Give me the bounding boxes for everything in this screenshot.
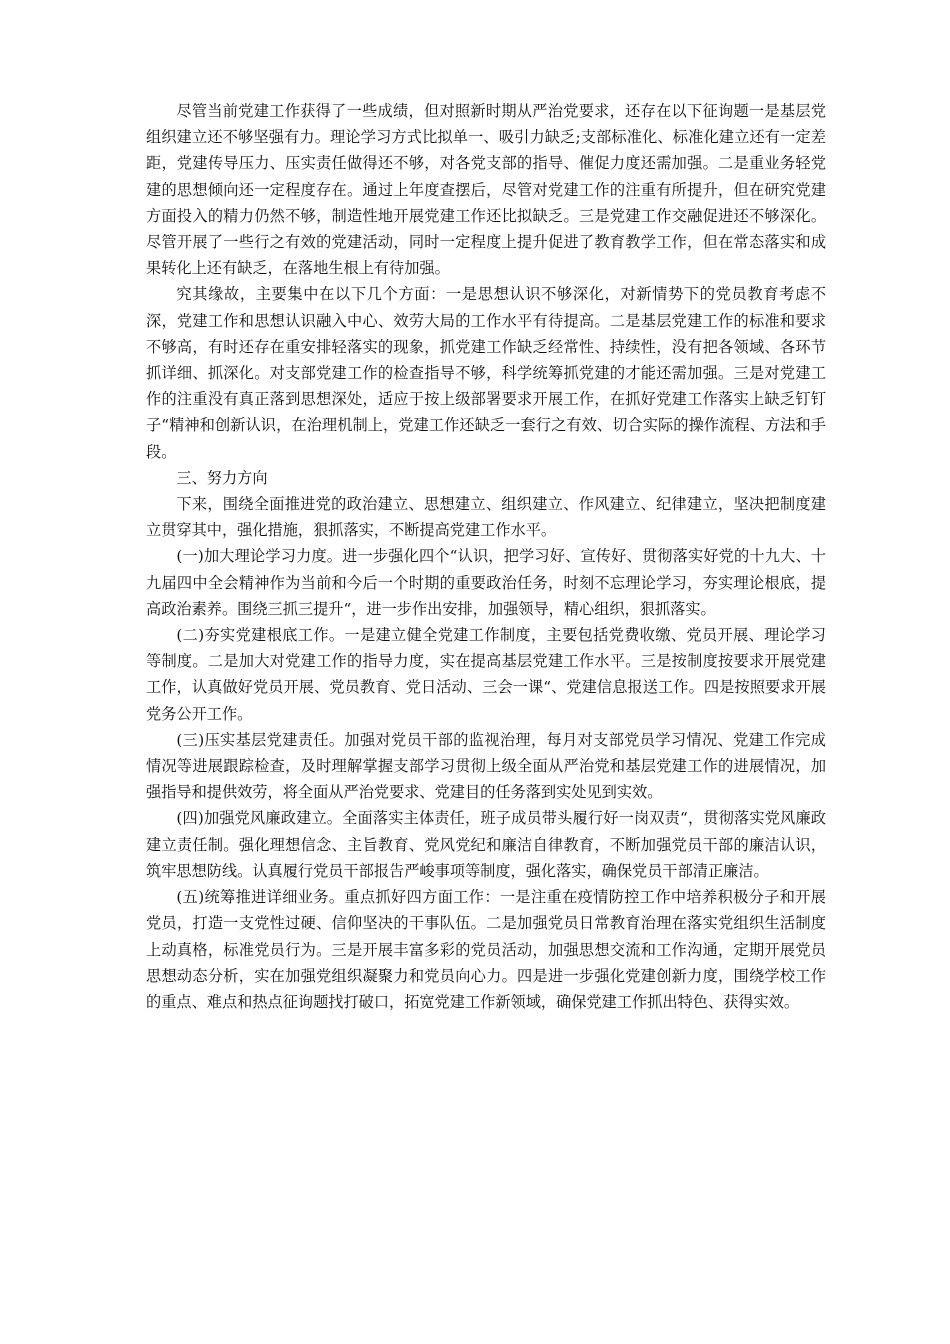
paragraph-item-1: (一)加大理论学习力度。进一步强化四个“认识，把学习好、宣传好、贯彻落实好党的十九大、十九届四中全会精神作为当前和今后一个时期的重要政治任务，时刻不忘理论学习，夯实理论根底，提高政治素养。围绕三抓三提升“，进一步作出安排，加强领导，精心组织，狠抓落实。	[146, 547, 826, 618]
paragraph-item-4: (四)加强党风廉政建立。全面落实主体责任，班子成员带头履行好一岗双责“，贯彻落实党风廉政建立责任制。强化理想信念、主旨教育、党风党纪和廉洁自律教育，不断加强党员干部的廉洁认识，筑牢思想防线。认真履行党员干部报告严峻事项等制度，强化落实，确保党员干部清正廉洁。	[146, 809, 826, 880]
document-body	[146, 98, 826, 1015]
paragraph-item-5: (五)统筹推进详细业务。重点抓好四方面工作：一是注重在疫情防控工作中培养积极分子和开展党员，打造一支党性过硬、信仰坚决的干事队伍。二是加强党员日常教育治理在落实党组织生活制度上动真格，标准党员行为。三是开展丰富多彩的党员活动，加强思想交流和工作沟通，定期开展党员思想动态分析，实在加强党组织凝聚力和党员向心力。四是进一步强化党建创新力度，围绕学校工作的重点、难点和热点征询题找打破口，拓宽党建工作新领域，确保党建工作抓出特色、获得实效。	[146, 888, 826, 1011]
paragraph-item-2: (二)夯实党建根底工作。一是建立健全党建工作制度，主要包括党费收缴、党员开展、理论学习等制度。二是加大对党建工作的指导力度，实在提高基层党建工作水平。三是按制度按要求开展党建工作，认真做好党员开展、党员教育、党日活动、三会一课“、党建信息报送工作。四是按照要求开展党务公开工作。	[146, 626, 826, 723]
paragraph-causes: 究其缘故，主要集中在以下几个方面：一是思想认识不够深化，对新情势下的党员教育考虑不深，党建工作和思想认识融入中心、效劳大局的工作水平有待提高。二是基层党建工作的标准和要求不够高，有时还存在重安排轻落实的现象，抓党建工作缺乏经常性、持续性，没有把各领域、各环节抓详细、抓深化。对支部党建工作的检查指导不够，科学统筹抓党建的才能还需加强。三是对党建工作的注重没有真正落到思想深处，适应于按上级部署要求开展工作，在抓好党建工作落实上缺乏钉钉子“精神和创新认识，在治理机制上，党建工作还缺乏一套行之有效、切合实际的操作流程、方法和手段。	[146, 285, 826, 461]
paragraph-problems: 尽管当前党建工作获得了一些成绩，但对照新时期从严治党要求，还存在以下征询题一是基层党组织建立还不够坚强有力。理论学习方式比拟单一、吸引力缺乏;支部标准化、标准化建立还有一定差距，党建传导压力、压实责任做得还不够，对各党支部的指导、催促力度还需加强。二是重业务轻党建的思想倾向还一定程度存在。通过上年度查摆后，尽管对党建工作的注重有所提升，但在研究党建方面投入的精力仍然不够，制造性地开展党建工作还比拟缺乏。三是党建工作交融促进还不够深化。尽管开展了一些行之有效的党建活动，同时一定程度上提升促进了教育教学工作，但在常态落实和成果转化上还有缺乏，在落地生根上有待加强。	[146, 102, 826, 278]
paragraph-item-3: (三)压实基层党建责任。加强对党员干部的监视治理，每月对支部党员学习情况、党建工作完成情况等进展跟踪检查，及时理解掌握支部学习贯彻上级全面从严治党和基层党建工作的进展情况，加强指导和提供效劳，将全面从严治党要求、党建目的任务落到实处见到实效。	[146, 730, 826, 802]
paragraph-intro: 下来，围绕全面推进党的政治建立、思想建立、组织建立、作风建立、纪律建立，坚决把制度建立贯穿其中，强化措施，狠抓落实，不断提高党建工作水平。	[146, 495, 826, 540]
section-heading-direction: 三、努力方向	[176, 468, 268, 487]
